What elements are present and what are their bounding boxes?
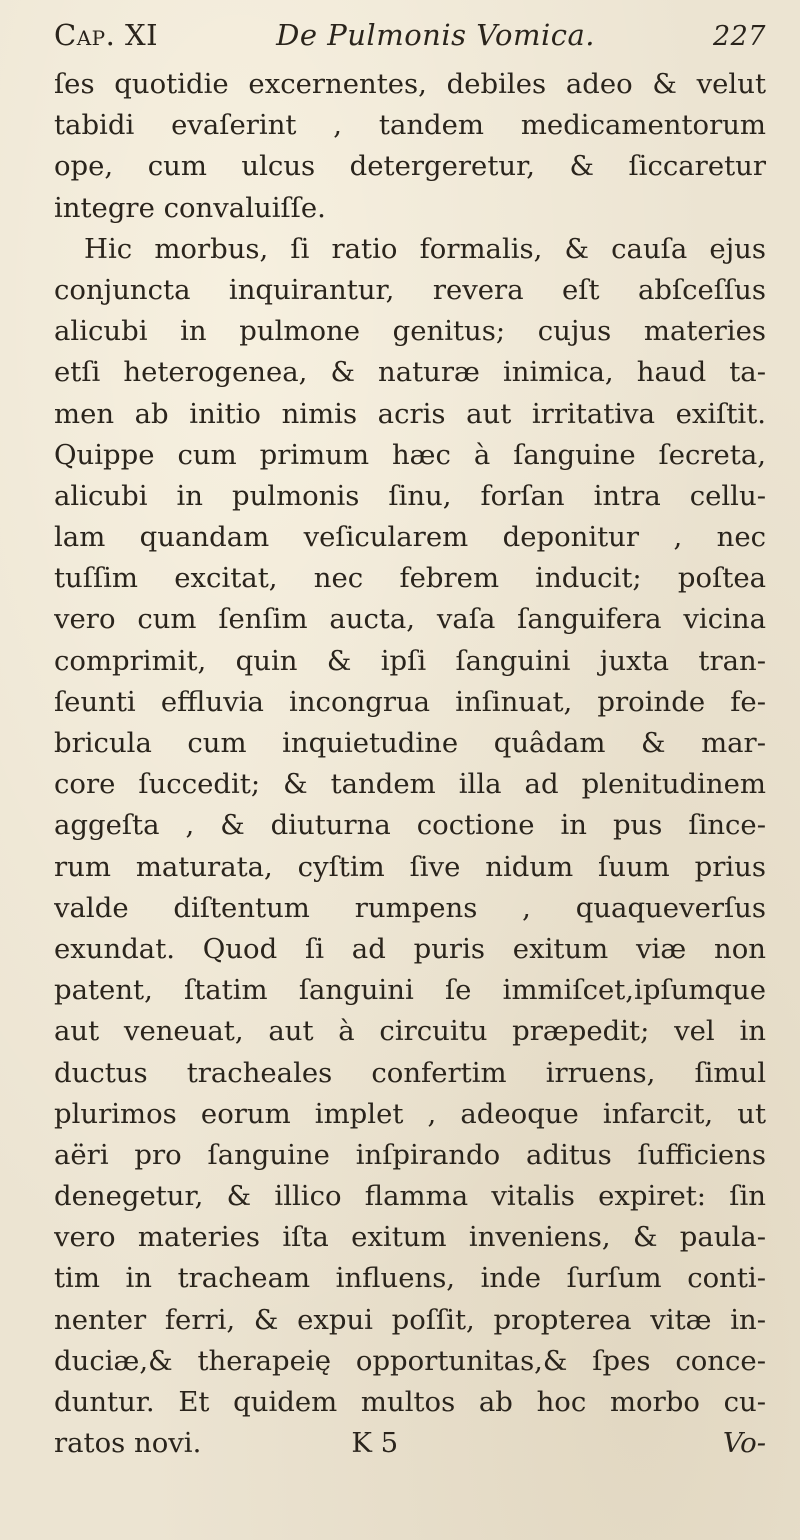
text-line: ſes quotidie excernentes, debiles adeo & velut [54,68,766,100]
text-line: conjuncta inquirantur, revera eſt abſceſſus [54,273,766,306]
text-line: ductus tracheales confertim irruens, ſimul [54,1056,766,1089]
page-number: 227 [712,21,766,52]
text-line: lam quandam veſicularem deponitur , nec [54,521,766,554]
text-line: ratos novi. [54,1427,202,1460]
text-line: tim in tracheam influens, inde ſurſum conti- [54,1262,766,1295]
text-line: core ſuccedit; & tandem illa ad plenitudinem [54,768,766,801]
text-line: patent, ſtatim ſanguini ſe immiſcet,ipſumque [54,974,766,1007]
text-line: men ab initio nimis acris aut irritativa exiſtit. [54,397,766,430]
catchword: Vo- [722,1427,766,1460]
text-line: valde diſtentum rumpens , quaqueverſus [54,891,766,924]
text-line: integre convaluiſſe. [54,191,326,224]
text-line: plurimos eorum implet , adeoque infarcit, ut [54,1097,766,1130]
text-line: exundat. Quod ſi ad puris exitum viæ non [54,932,766,965]
chapter-title: De Pulmonis Vomica. [276,18,595,52]
text-line: comprimit, quin & ipſi ſanguini juxta tran- [54,644,766,677]
running-head [54,18,766,62]
text-line: vero materies iſta exitum inveniens, & paula- [54,1221,766,1254]
chapter-number: Cap. XI [54,18,159,52]
body-text [54,64,766,1464]
text-line: tabidi evaſerint , tandem medicamentorum [54,109,766,142]
text-line: Hic morbus, ſi ratio formalis, & cauſa ejus [84,232,766,265]
text-line: tuſſim excitat, nec febrem inducit; poſtea [54,562,766,595]
text-line: aggeſta , & diuturna coctione in pus ſince- [54,809,766,842]
signature-mark: K 5 [351,1427,399,1460]
text-line: alicubi in pulmone genitus; cujus materies [54,315,766,348]
text-line: aut veneuat, aut à circuitu præpedit; vel in [54,1015,766,1048]
text-line: alicubi in pulmonis ſinu, forſan intra cellu- [54,479,766,512]
text-line: nenter ferri, & expui poſſit, propterea vitæ in- [54,1303,766,1336]
text-line: rum maturata, cyſtim ſive nidum ſuum prius [54,850,766,883]
text-line: bricula cum inquietudine quâdam & mar- [54,727,766,759]
text-line: Quippe cum primum hæc à ſanguine ſecreta, [54,438,766,471]
text-line: ope, cum ulcus detergeretur, & ſiccaretur [54,150,766,183]
footer-line [54,1423,766,1464]
text-line: duciæ,& therapeię opportunitas,& ſpes conce- [54,1344,766,1377]
text-line: vero cum ſenſim aucta, vaſa ſanguifera vicina [54,603,766,636]
text-line: duntur. Et quidem multos ab hoc morbo cu- [54,1386,766,1418]
text-line: etſi heterogenea, & naturæ inimica, haud ta- [54,356,766,389]
text-line: ſeunti effluvia incongrua inſinuat, proinde fe- [54,685,766,718]
text-line: aëri pro ſanguine inſpirando aditus ſufficiens [54,1138,766,1171]
text-line: denegetur, & illico flamma vitalis expiret: ſin [54,1180,766,1213]
